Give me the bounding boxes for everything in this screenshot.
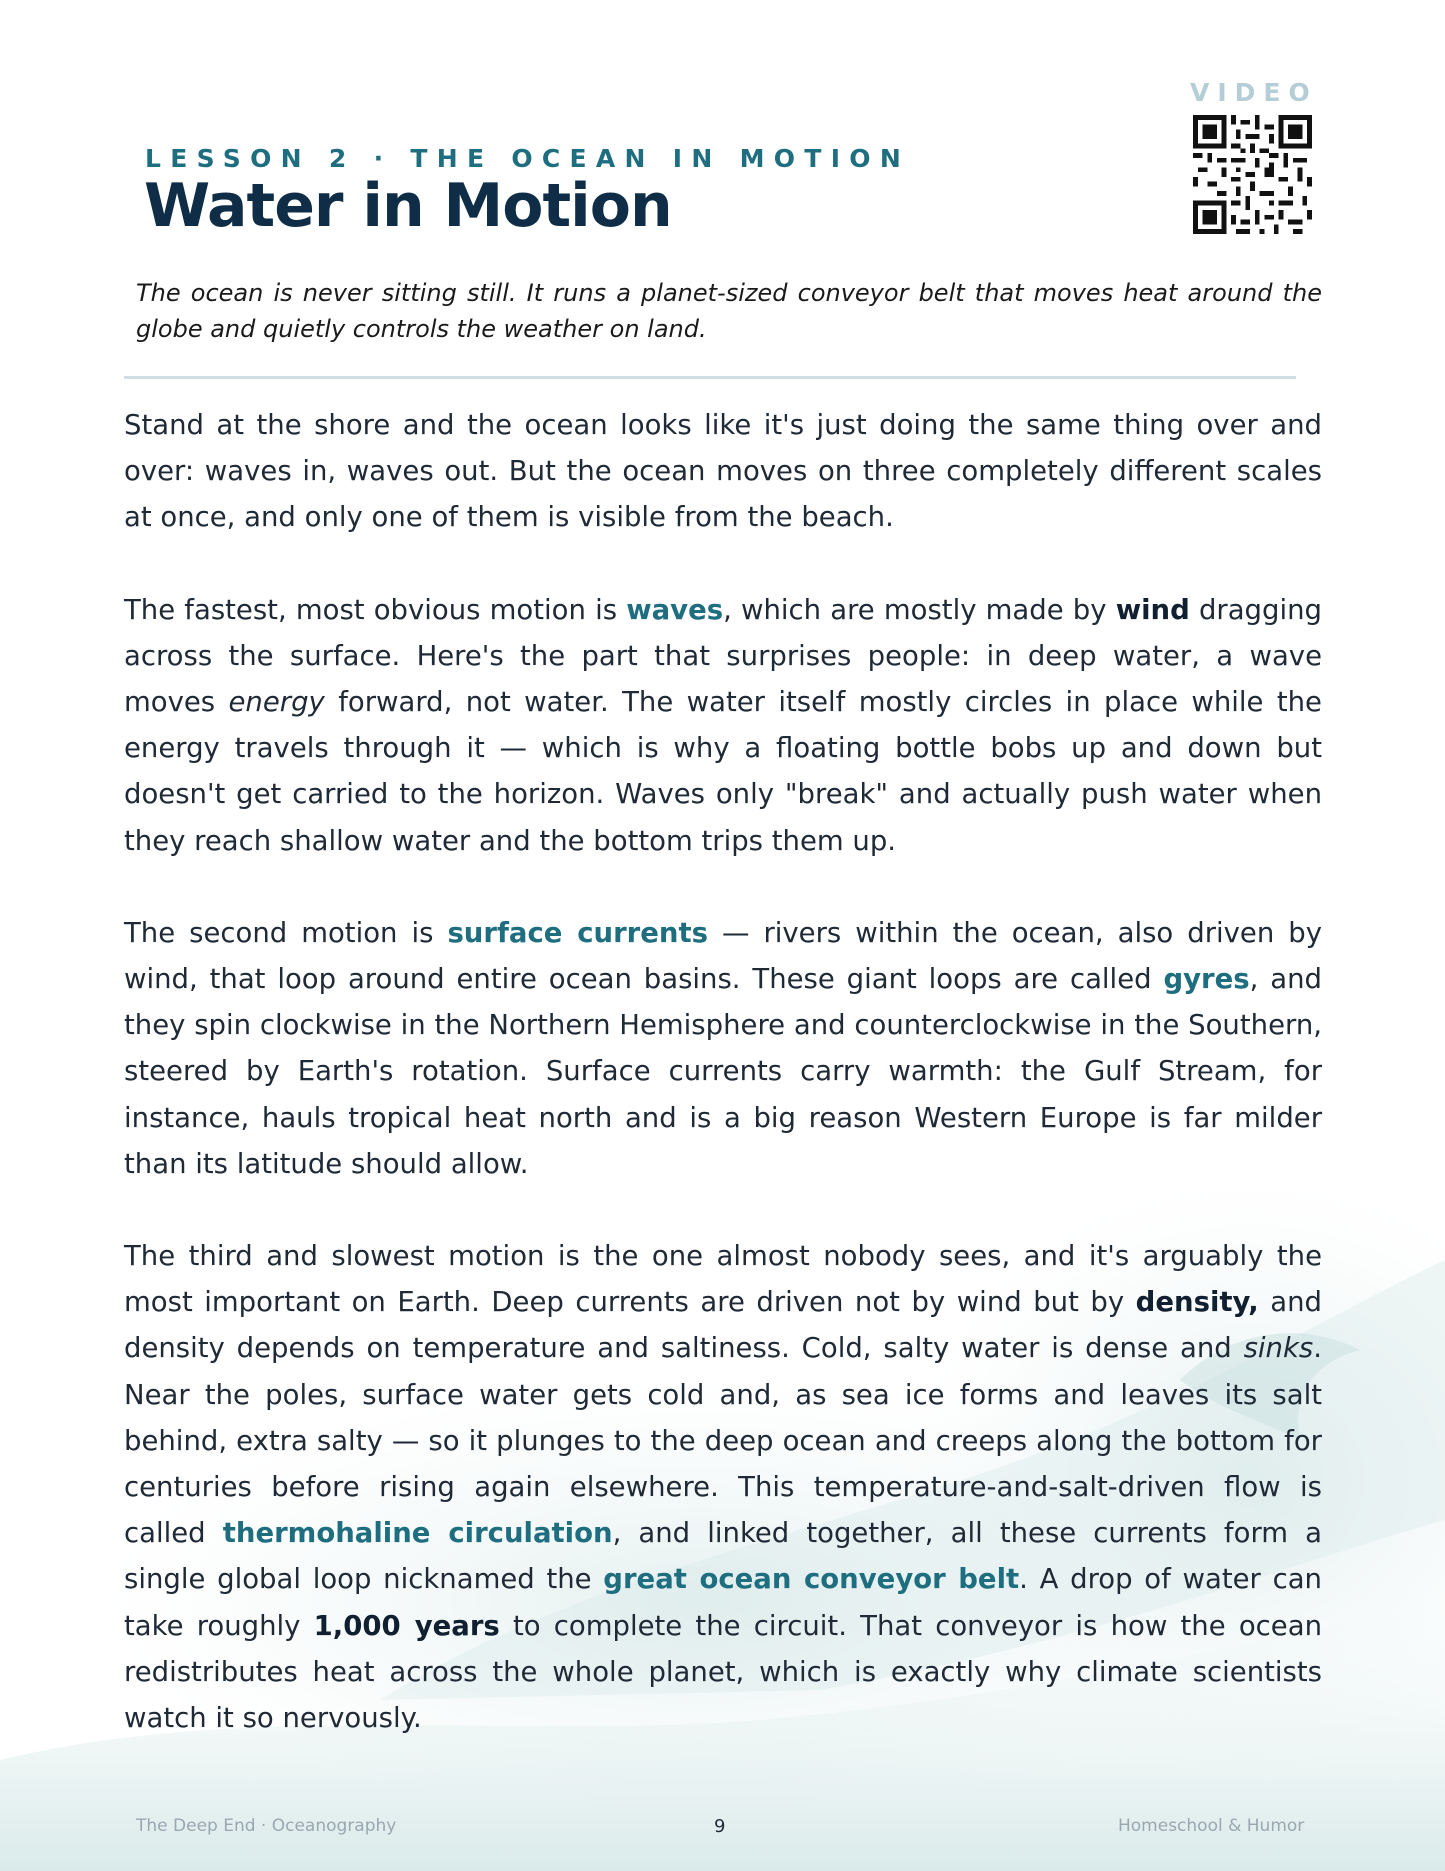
article-body [124, 402, 1322, 1741]
emphasis-1000-years: 1,000 years [313, 1609, 500, 1642]
text-run: dragging across the surface. Here's the part that surprises people: in deep water, a wave moves [124, 593, 1322, 719]
text-run: . A drop of water can take roughly [124, 1563, 1322, 1642]
term-surface-currents: surface currents [447, 916, 708, 949]
text-run: The third and slowest motion is the one almost nobody sees, and it's arguably the most important on Earth. Deep currents are driven not by wind but by [124, 1240, 1322, 1319]
paragraph-2 [124, 587, 1322, 864]
term-gyres: gyres [1163, 963, 1250, 996]
section-divider [124, 376, 1296, 379]
term-thermohaline-circulation: thermohaline circulation [222, 1517, 613, 1550]
footer-page-number: 9 [714, 1816, 726, 1837]
lesson-kicker: LESSON 2 · THE OCEAN IN MOTION [145, 144, 911, 173]
paragraph-3 [124, 910, 1322, 1187]
text-run: , and they spin clockwise in the Northern Hemisphere and counterclockwise in the Southern, steered by Earth's rotation. Surface currents carry warmth: the Gulf Stream, for instance, hauls tropical heat north and is a big reason Western Europe is far milder than its latitude should allow. [124, 963, 1322, 1180]
term-waves: waves [626, 593, 724, 626]
video-qr-code-icon[interactable] [1193, 115, 1312, 234]
text-run: , and linked together, all these currents form a single global loop nicknamed the [124, 1517, 1322, 1596]
video-label: VIDEO [1190, 78, 1318, 107]
emphasis-density: density, [1135, 1286, 1259, 1319]
text-run: . Near the poles, surface water gets cold and, as sea ice forms and leaves its salt behind, extra salty — so it plunges to the deep ocean and creeps along the bottom for centuries before rising again elsewhere. This temperature-and-salt-driven flow is called [124, 1332, 1322, 1550]
footer-publisher: Homeschool & Humor [1118, 1816, 1305, 1836]
paragraph-4 [124, 1233, 1322, 1741]
text-run: to complete the circuit. That conveyor is how the ocean redistributes heat across the whole planet, which is exactly why climate scientists watch it so nervously. [124, 1609, 1322, 1735]
text-run: and density depends on temperature and saltiness. Cold, salty water is dense and [124, 1286, 1322, 1365]
text-run: — rivers within the ocean, also driven by wind, that loop around entire ocean basins. These giant loops are called [124, 916, 1322, 996]
page-title: Water in Motion [144, 171, 672, 241]
emphasis-wind: wind [1115, 593, 1190, 626]
intro-summary: The ocean is never sitting still. It runs a planet-sized conveyor belt that moves heat around the globe and quietly controls the weather on land. [136, 279, 1322, 343]
paragraph-1: Stand at the shore and the ocean looks like it's just doing the same thing over and over: waves in, waves out. But the ocean moves on three completely different scales at once, and only one of them is visible from the beach. [124, 409, 1322, 534]
emphasis-sinks: sinks [1243, 1332, 1314, 1365]
text-run: The second motion is [124, 916, 448, 949]
text-run: forward, not water. The water itself mostly circles in place while the energy travels through it — which is why a floating bottle bobs up and down but doesn't get carried to the horizon. Waves only "break" and actually push water when they reach shallow water and the bottom trips them up. [124, 686, 1322, 857]
term-great-ocean-conveyor-belt: great ocean conveyor belt [603, 1563, 1020, 1596]
text-run: , which are mostly made by [723, 593, 1116, 626]
text-run: The fastest, most obvious motion is [124, 593, 627, 626]
emphasis-energy: energy [228, 686, 325, 719]
footer-course-name: The Deep End · Oceanography [136, 1816, 397, 1836]
